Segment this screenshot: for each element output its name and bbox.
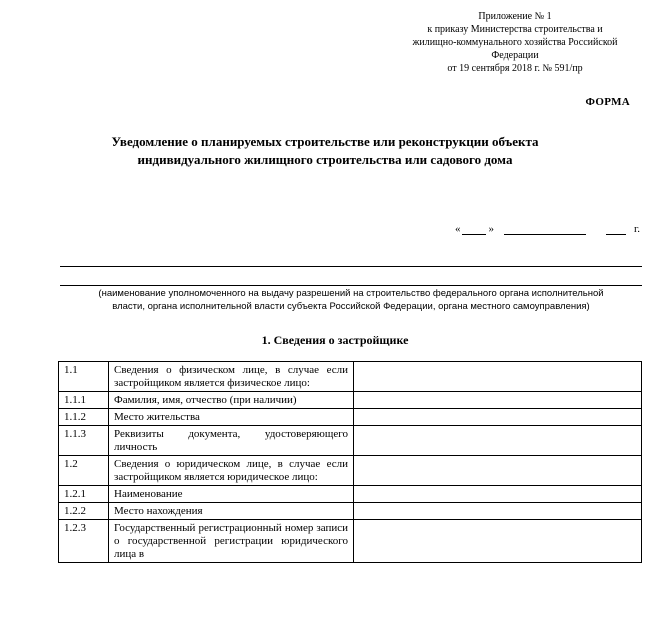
table-row — [59, 503, 642, 520]
authority-caption — [58, 287, 644, 313]
row-number: 1.2 — [59, 456, 109, 486]
year-suffix: г. — [633, 223, 640, 235]
row-value[interactable] — [354, 503, 642, 520]
row-number: 1.2.3 — [59, 520, 109, 563]
row-label: Место нахождения — [109, 503, 354, 520]
authority-line[interactable] — [60, 285, 642, 286]
table-row — [59, 426, 642, 456]
title-line: Уведомление о планируемых строительстве или реконструкции объекта — [111, 134, 539, 149]
day-blank[interactable] — [462, 223, 486, 235]
table-row — [59, 520, 642, 563]
row-label: Фамилия, имя, отчество (при наличии) — [109, 392, 354, 409]
authority-line[interactable] — [60, 266, 642, 267]
table-row — [59, 486, 642, 503]
row-label: Сведения о физическом лице, в случае если застройщиком является физическое лицо: — [109, 362, 354, 392]
table-row — [59, 392, 642, 409]
row-label: Наименование — [109, 486, 354, 503]
annex-header — [388, 10, 642, 75]
row-value[interactable] — [354, 520, 642, 563]
row-label: Место жительства — [109, 409, 354, 426]
row-number: 1.1.1 — [59, 392, 109, 409]
row-value[interactable] — [354, 426, 642, 456]
annex-line: Приложение № 1 — [478, 11, 552, 22]
month-blank[interactable] — [504, 223, 586, 235]
row-value[interactable] — [354, 409, 642, 426]
row-label: Реквизиты документа, удостоверяющего личность — [109, 426, 354, 456]
row-value[interactable] — [354, 486, 642, 503]
table-row — [59, 362, 642, 392]
caption-line: (наименование уполномоченного на выдачу разрешений на строительство федерального органа исполнительной — [98, 288, 604, 299]
row-number: 1.2.1 — [59, 486, 109, 503]
annex-line: от 19 сентября 2018 г. № 591/пр — [447, 63, 583, 74]
table-row — [59, 456, 642, 486]
section-title: 1. Сведения о застройщике — [261, 333, 409, 347]
table-row — [59, 409, 642, 426]
document-title — [90, 133, 560, 169]
year-blank[interactable] — [606, 223, 626, 235]
row-label: Государственный регистрационный номер записи о государственной регистрации юридического лица в — [109, 520, 354, 563]
annex-line: к приказу Министерства строительства и — [427, 24, 603, 35]
row-value[interactable] — [354, 392, 642, 409]
row-number: 1.1 — [59, 362, 109, 392]
annex-line: жилищно-коммунального хозяйства Российской — [412, 37, 618, 48]
row-value[interactable] — [354, 456, 642, 486]
row-value[interactable] — [354, 362, 642, 392]
row-label: Сведения о юридическом лице, в случае если застройщиком является юридическое лицо: — [109, 456, 354, 486]
open-quote: « — [454, 223, 461, 235]
row-number: 1.2.2 — [59, 503, 109, 520]
row-number: 1.1.2 — [59, 409, 109, 426]
row-number: 1.1.3 — [59, 426, 109, 456]
close-quote: » — [488, 223, 494, 235]
title-line: индивидуального жилищного строительства или садового дома — [137, 152, 513, 167]
date-line — [455, 223, 640, 235]
annex-line: Федерации — [491, 50, 539, 61]
developer-info-table — [58, 361, 642, 563]
caption-line: власти, органа исполнительной власти субъекта Российской Федерации, органа местного самоуправления) — [112, 301, 590, 312]
form-label: ФОРМА — [585, 96, 630, 108]
